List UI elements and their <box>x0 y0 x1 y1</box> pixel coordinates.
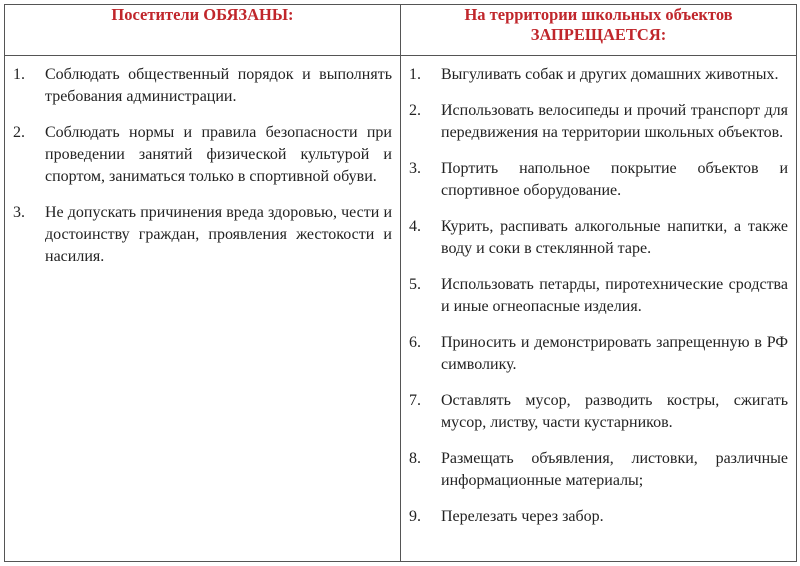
list-item <box>409 390 788 434</box>
list-item <box>409 332 788 376</box>
prohibited-title-line2: ЗАПРЕЩАЕТСЯ: <box>530 25 667 44</box>
item-text: Выгуливать собак и других домашних животных. <box>441 66 779 83</box>
table-body-row <box>5 56 797 562</box>
item-text: Портить напольное покрытие объектов и спортивное оборудование. <box>441 160 788 199</box>
item-number: 7. <box>409 392 421 409</box>
item-number: 9. <box>409 508 421 525</box>
prohibited-title-line1: На территории школьных объектов <box>464 5 733 24</box>
list-item <box>13 64 392 108</box>
item-number: 1. <box>409 66 421 83</box>
item-number: 2. <box>13 124 25 141</box>
item-text: Не допускать причинения вреда здоровью, чести и достоинству граждан, проявления жестокости и насилия. <box>45 204 392 265</box>
item-text: Оставлять мусор, разводить костры, сжигать мусор, листву, части кустарников. <box>441 392 788 431</box>
list-item <box>409 64 788 86</box>
item-text: Соблюдать общественный порядок и выполнять требования администрации. <box>45 66 392 105</box>
list-item <box>409 506 788 528</box>
item-text: Курить, распивать алкогольные напитки, а также воду и соки в стеклянной таре. <box>441 218 788 257</box>
prohibitions-list <box>409 64 788 528</box>
list-item <box>409 274 788 318</box>
list-item <box>409 158 788 202</box>
item-text: Использовать петарды, пиротехнические сродства и иные огнеопасные изделия. <box>441 276 788 315</box>
list-item <box>13 202 392 268</box>
item-number: 8. <box>409 450 421 467</box>
prohibited-heading <box>401 5 797 56</box>
item-text: Перелезать через забор. <box>441 508 604 525</box>
item-number: 6. <box>409 334 421 351</box>
item-number: 2. <box>409 102 421 119</box>
list-item <box>409 100 788 144</box>
rules-table <box>4 4 797 562</box>
item-number: 3. <box>409 160 421 177</box>
prohibitions-column <box>401 56 797 562</box>
visitors-obliged-title: Посетители ОБЯЗАНЫ: <box>111 5 294 24</box>
table-header-row <box>5 5 797 56</box>
item-text: Использовать велосипеды и прочий транспорт для передвижения на территории школьных объектов. <box>441 102 788 141</box>
item-number: 3. <box>13 204 25 221</box>
item-text: Соблюдать нормы и правила безопасности при проведении занятий физической культурой и спортом, заниматься только в спортивной обуви. <box>45 124 392 185</box>
item-number: 1. <box>13 66 25 83</box>
item-text: Размещать объявления, листовки, различные информационные материалы; <box>441 450 788 489</box>
item-number: 4. <box>409 218 421 235</box>
item-number: 5. <box>409 276 421 293</box>
list-item <box>409 448 788 492</box>
item-text: Приносить и демонстрировать запрещенную в РФ символику. <box>441 334 788 373</box>
visitors-obliged-heading <box>5 5 401 56</box>
list-item <box>13 122 392 188</box>
list-item <box>409 216 788 260</box>
obligations-column <box>5 56 401 562</box>
obligations-list <box>13 64 392 268</box>
